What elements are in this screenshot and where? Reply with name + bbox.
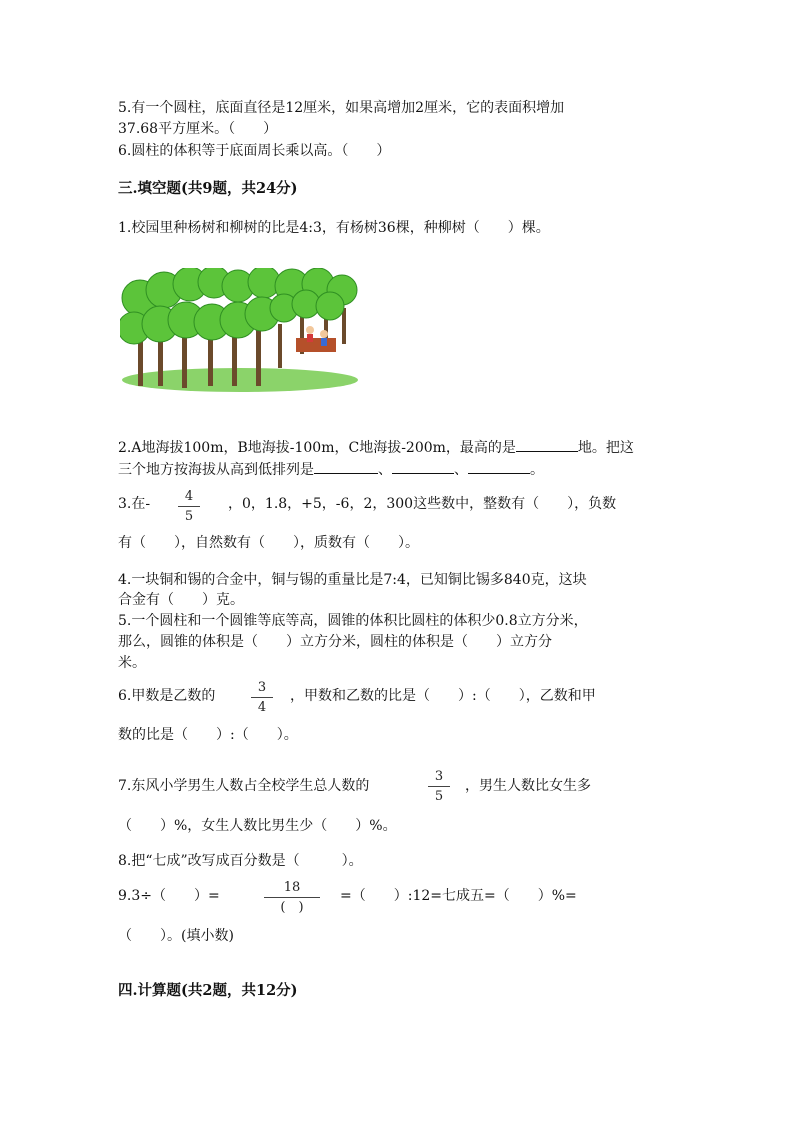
fill-2-blank-highest[interactable] — [516, 437, 578, 452]
fraction-numerator: 18 — [283, 880, 301, 895]
fill-2-end: 。 — [530, 462, 544, 478]
fill-question-9-line-1-a: 9.3÷（ ）= — [118, 888, 220, 904]
ground-shape — [122, 368, 358, 392]
fill-question-9-line-1-b: =（ ）:12=七成五=（ ）%= — [340, 888, 577, 904]
fraction-3-5 — [428, 769, 450, 805]
fill-question-2-line-1 — [118, 437, 634, 458]
fill-2-blank-order-2[interactable] — [392, 459, 454, 474]
fill-2-blank-order-1[interactable] — [314, 459, 378, 474]
fill-question-6-line-1-a: 6.甲数是乙数的 — [118, 688, 216, 704]
fraction-4-5 — [178, 489, 200, 525]
fraction-18-over-blank — [264, 880, 320, 916]
fill-question-1: 1.校园里种杨树和柳树的比是4:3，有杨树36棵，种柳树（ ）棵。 — [118, 220, 550, 236]
fill-question-8: 8.把“七成”改写成百分数是（ ）。 — [118, 853, 363, 869]
fraction-denominator: ( ) — [280, 900, 304, 915]
fill-question-3-line-1-a: 3.在- — [118, 496, 151, 512]
fraction-numerator: 3 — [257, 680, 267, 695]
fill-2-blank-order-3[interactable] — [468, 459, 530, 474]
fill-question-3-line-1-b: ，0，1.8，+5，-6，2，300这些数中，整数有（ ），负数 — [228, 496, 617, 512]
fraction-denominator: 5 — [184, 509, 194, 524]
fraction-denominator: 4 — [257, 700, 267, 715]
section-4-heading: 四.计算题(共2题，共12分) — [118, 982, 298, 999]
section-3-heading: 三.填空题(共9题，共24分) — [118, 180, 298, 197]
fraction-numerator: 3 — [434, 769, 444, 784]
fill-question-7-line-1-a: 7.东风小学男生人数占全校学生总人数的 — [118, 778, 370, 794]
fill-2-sep-2: 、 — [454, 462, 468, 478]
fill-question-4-line-2: 合金有（ ）克。 — [118, 592, 244, 608]
fraction-bar — [178, 506, 200, 507]
trees-illustration — [120, 268, 360, 394]
question-5-line-2: 37.68平方厘米。（ ） — [118, 121, 278, 137]
fraction-denominator: 5 — [434, 789, 444, 804]
fill-question-5-line-2: 那么，圆锥的体积是（ ）立方分米，圆柱的体积是（ ）立方分 — [118, 634, 552, 650]
fill-question-7-line-1-b: ，男生人数比女生多 — [465, 778, 591, 794]
fill-question-6-line-2: 数的比是（ ）:（ ）。 — [118, 727, 298, 743]
fill-question-4-line-1: 4.一块铜和锡的合金中，铜与锡的重量比是7:4，已知铜比锡多840克，这块 — [118, 572, 587, 588]
fraction-bar — [264, 897, 320, 898]
question-6: 6.圆柱的体积等于底面周长乘以高。（ ） — [118, 143, 391, 159]
fill-question-5-line-3: 米。 — [118, 655, 146, 671]
fraction-numerator: 4 — [184, 489, 194, 504]
fill-question-9-line-2: （ ）。(填小数) — [118, 928, 234, 944]
fraction-bar — [251, 697, 273, 698]
fraction-3-4 — [251, 680, 273, 716]
fill-question-2-line-2 — [118, 459, 544, 480]
fill-2-text-c: 三个地方按海拔从高到低排列是 — [118, 462, 314, 478]
fill-2-text-a: 2.A地海拔100m，B地海拔-100m，C地海拔-200m，最高的是 — [118, 440, 516, 456]
fill-question-5-line-1: 5.一个圆柱和一个圆锥等底等高，圆锥的体积比圆柱的体积少0.8立方分米， — [118, 613, 588, 629]
fraction-bar — [428, 786, 450, 787]
question-5-line-1: 5.有一个圆柱，底面直径是12厘米，如果高增加2厘米，它的表面积增加 — [118, 100, 565, 116]
fill-2-sep-1: 、 — [378, 462, 392, 478]
fill-2-text-b: 地。把这 — [577, 440, 634, 456]
fill-question-7-line-2: （ ）%，女生人数比男生少（ ）%。 — [118, 818, 397, 834]
fill-question-3-line-2: 有（ ），自然数有（ ），质数有（ ）。 — [118, 535, 419, 551]
fill-question-6-line-1-b: ，甲数和乙数的比是（ ）:（ ），乙数和甲 — [290, 688, 596, 704]
